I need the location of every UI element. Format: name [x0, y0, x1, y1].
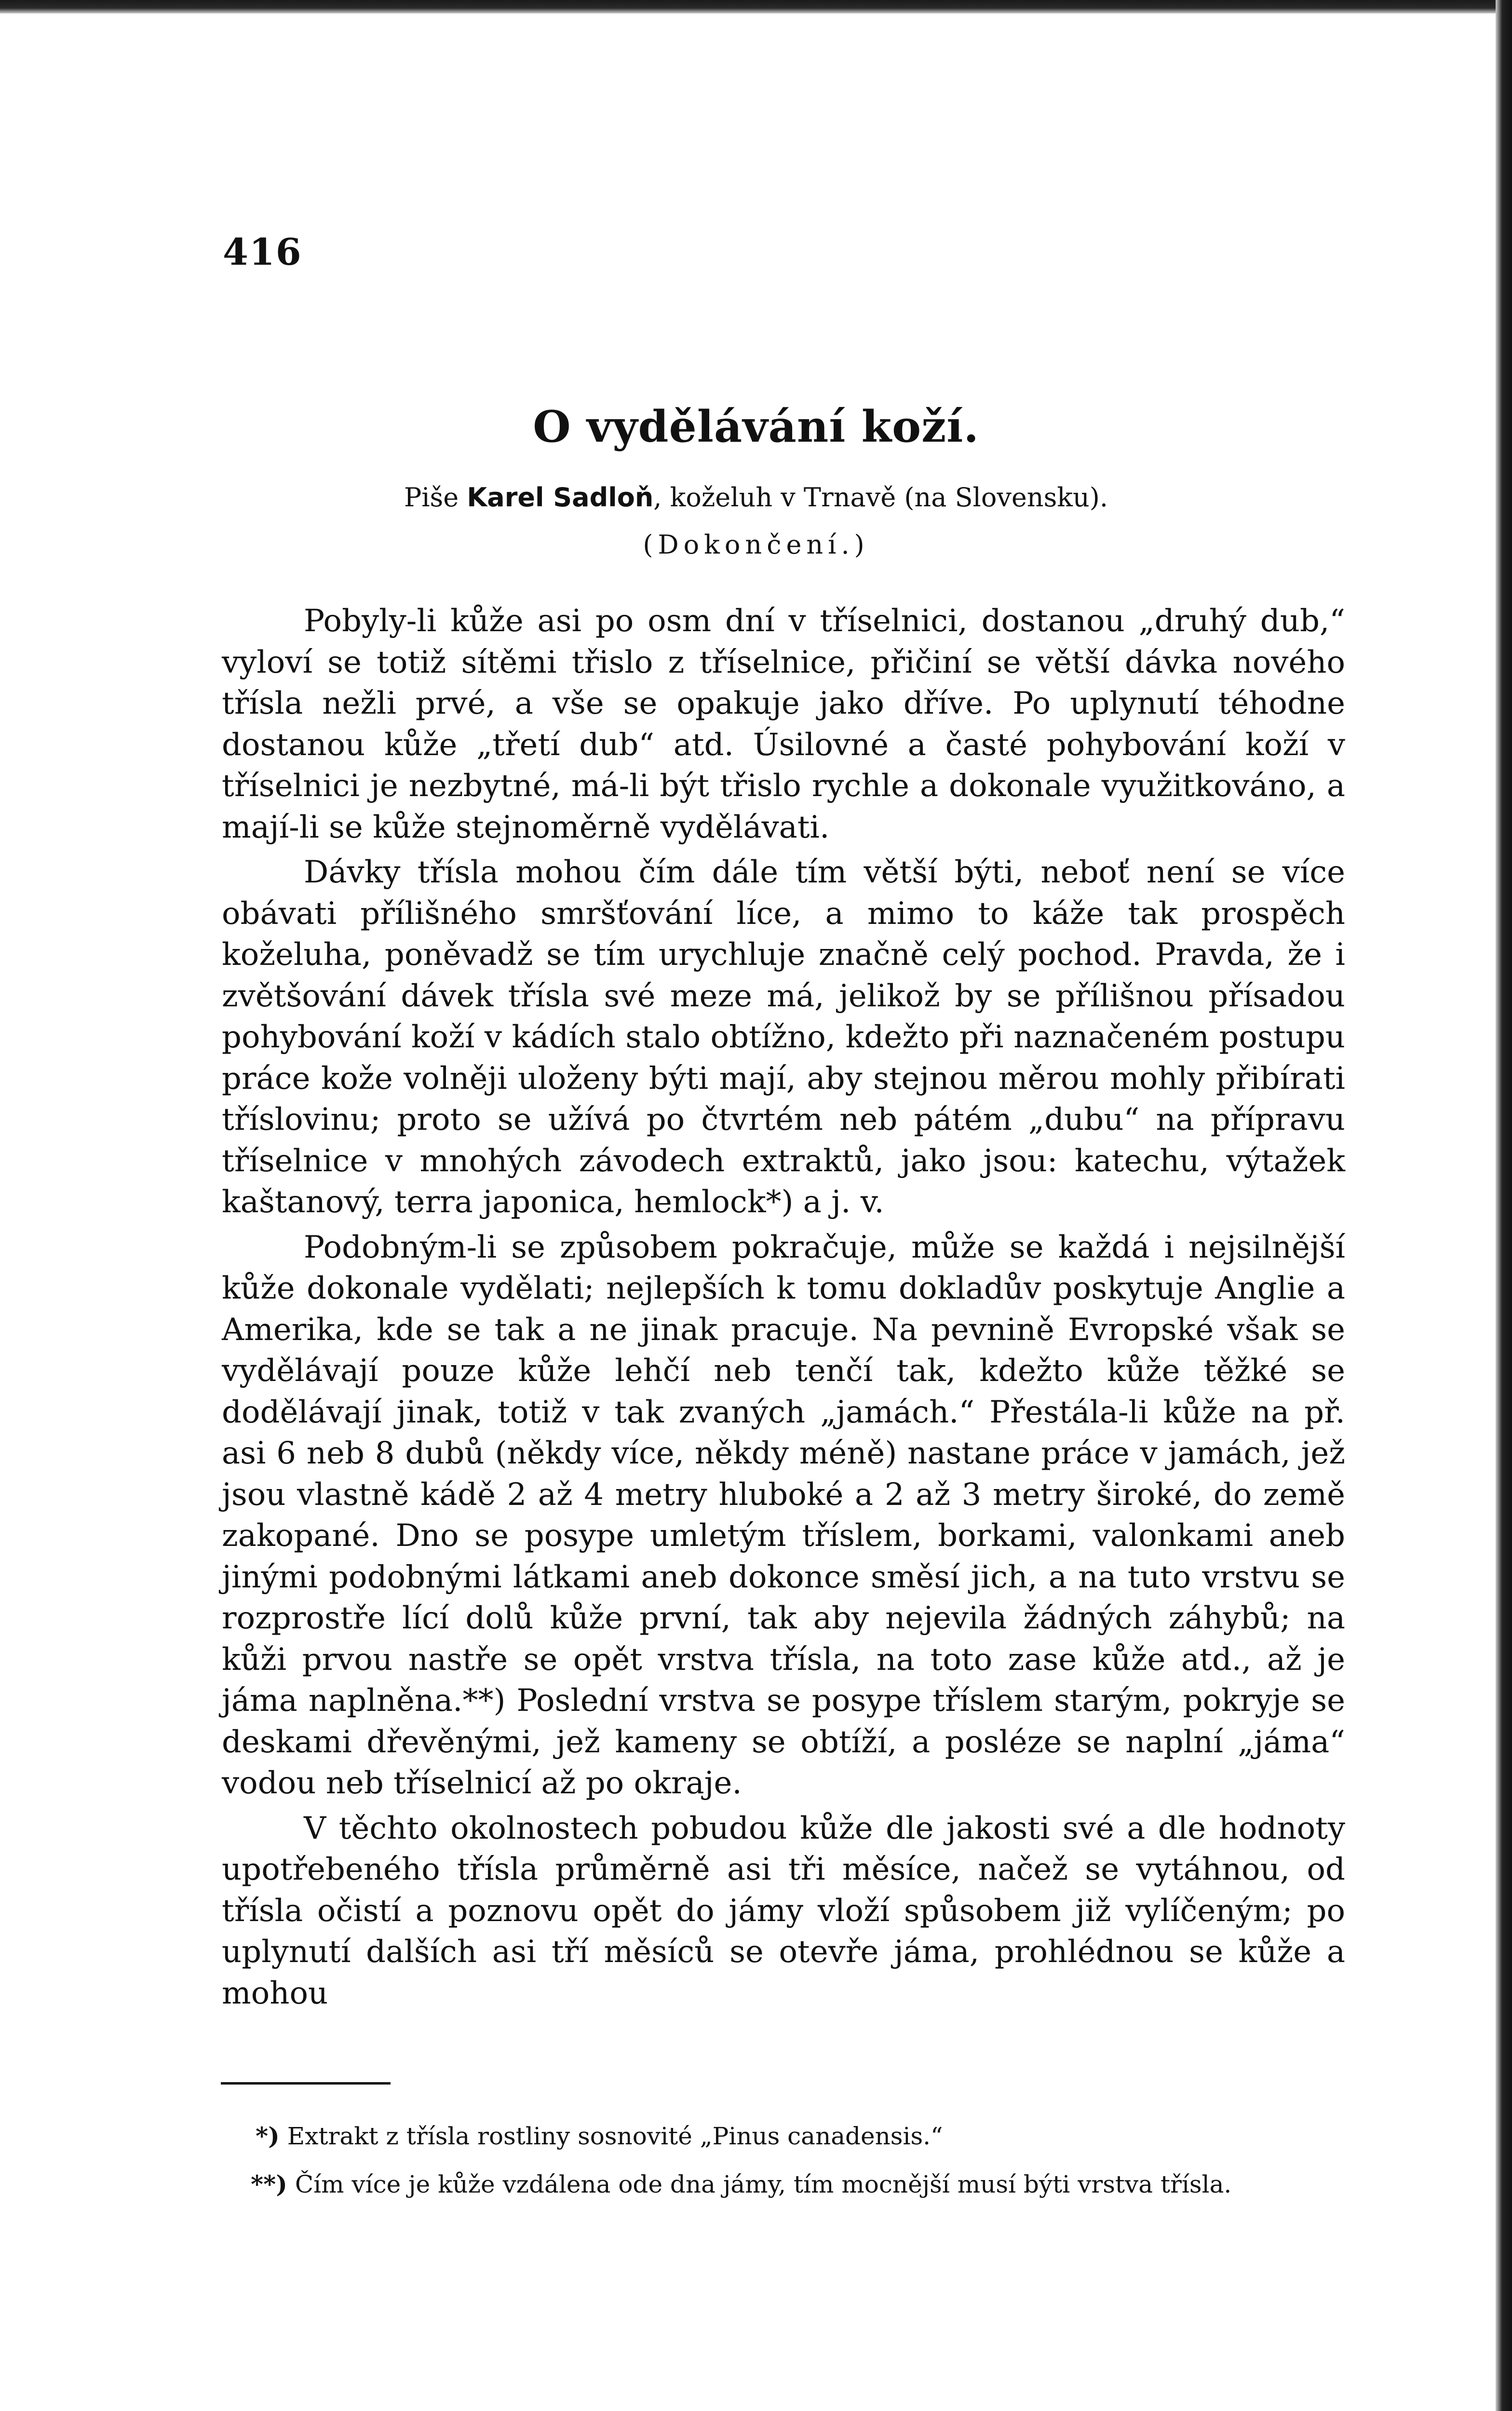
scan-right-edge: [1496, 0, 1512, 2411]
footnote-text: Čím více je kůže vzdálena ode dna jámy, tím mocnější musí býti vrstva třísla.: [287, 2170, 1232, 2198]
paragraph: Dávky třísla mohou čím dále tím větší býti, neboť není se více obávati přílišného smršťování líce, a mimo to káže tak prospěch koželuha, poněvadž se tím urychluje značně celý pochod. Pravda, že i zvětšování dávek třísla své meze má, jelikož by se přílišnou přísadou pohybování koží v kádích stalo obtížno, kdežto při naznačeném postupu práce kože volněji uloženy býti mají, aby stejnou měrou mohly přibírati tříslovinu; proto se užívá po čtvrtém neb pátém „dubu“ na přípravu tříselnice v mnohých závodech extraktů, jako jsou: katechu, výtažek kaštanový, terra japonica, hemlock*) a j. v.: [222, 854, 1345, 1220]
footnote-divider: [221, 2082, 391, 2085]
byline-suffix: , koželuh v Trnavě (na Slovensku).: [653, 482, 1108, 513]
continuation-note: (Dokončení.): [643, 529, 869, 560]
footnote: [256, 2112, 1345, 2160]
page-number: 416: [223, 230, 302, 273]
article-title: O vydělávání koží.: [533, 401, 979, 452]
footnote-text: Extrakt z třísla rostliny sosnovité „Pinus canadensis.“: [279, 2122, 943, 2150]
footnotes: [251, 2112, 1345, 2208]
paragraph: Podobným-li se způsobem pokračuje, může se každá i nejsilnější kůže dokonale vydělati; nejlepších k tomu dokladův poskytuje Anglie a Amerika, kde se tak a ne jinak pracuje. Na pevnině Evropské však se vydělávají pouze kůže lehčí neb tenčí tak, kdežto kůže těžké se dodělávají jinak, totiž v tak zvaných „jamách.“ Přestála-li kůže na př. asi 6 neb 8 dubů (někdy více, někdy méně) nastane práce v jamách, jež jsou vlastně kádě 2 až 4 metry hluboké a 2 až 3 metry široké, do země zakopané. Dno se posype umletým tříslem, borkami, valonkami aneb jinými podobnými látkami aneb dokonce směsí jich, a na tuto vrstvu se rozprostře lící dolů kůže první, tak aby nejevila žádných záhybů; na kůži prvou nastře se opět vrstva třísla, na toto zase kůže atd., až je jáma naplněna.**) Poslední vrstva se posype tříslem starým, pokryje se deskami dřevěnými, jež kameny se obtíží, a posléze se naplní „jáma“ vodou neb tříselnicí až po okraje.: [222, 1229, 1345, 1801]
scan-top-edge: [0, 0, 1512, 14]
paragraph: V těchto okolnostech pobudou kůže dle jakosti své a dle hodnoty upotřebeného třísla průměrně asi tři měsíce, načež se vytáhnou, od třísla očistí a poznovu opět do jámy vloží spůsobem již vylíčeným; po uplynutí dalších asi tří měsíců se otevře jáma, prohlédnou se kůže a mohou: [222, 1810, 1345, 2011]
paragraph: Pobyly-li kůže asi po osm dní v tříselnici, dostanou „druhý dub,“ vyloví se totiž sítěmi třislo z tříselnice, přičiní se větší dávka nového třísla nežli prvé, a vše se opakuje jako dříve. Po uplynutí téhodne dostanou kůže „třetí dub“ atd. Úsilovné a časté pohybování koží v tříselnici je nezbytné, má-li být třislo rychle a dokonale využitkováno, a mají-li se kůže stejnoměrně vydělávati.: [222, 603, 1345, 845]
footnote-marker: *): [256, 2122, 280, 2150]
author-name: Karel Sadloň: [467, 482, 654, 513]
footnote-marker: **): [251, 2170, 287, 2198]
byline-prefix: Piše: [404, 482, 467, 513]
footnote: [251, 2160, 1345, 2208]
article-body: [222, 601, 1345, 2018]
byline: [0, 482, 1512, 513]
